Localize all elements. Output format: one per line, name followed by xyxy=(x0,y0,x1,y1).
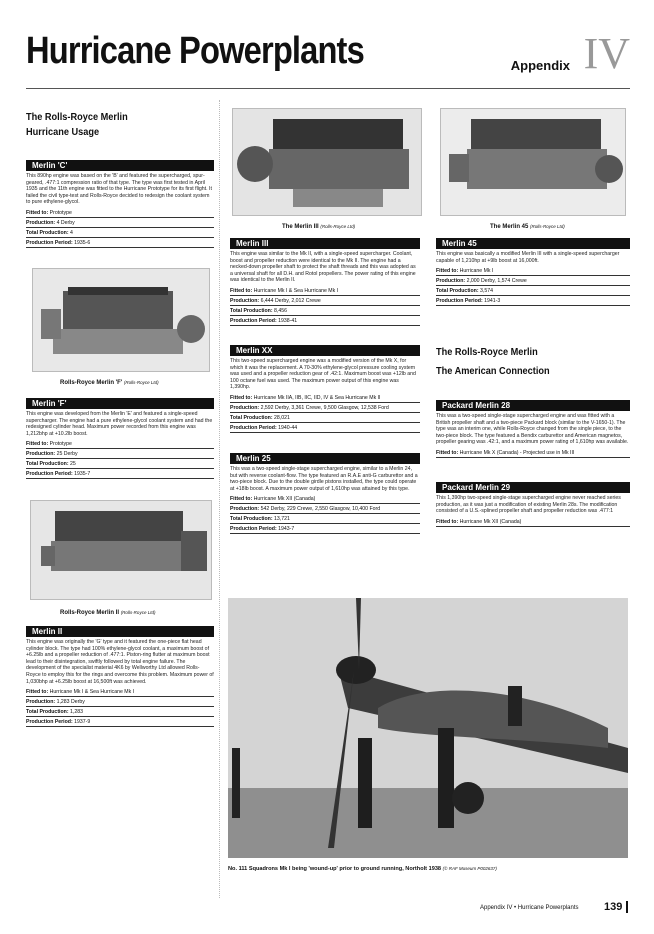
engine-facts xyxy=(26,208,214,248)
engine-facts xyxy=(230,286,420,326)
fact-row: Total Production: 8,456 xyxy=(230,306,420,316)
fact-row: Production Period: 1943-7 xyxy=(230,524,420,534)
engine-photo-merlin-iii xyxy=(232,108,422,216)
engine-illustration xyxy=(441,109,626,216)
engine-photo-merlin-45 xyxy=(440,108,626,216)
engine-facts xyxy=(26,439,214,479)
footer-text: Appendix IV • Hurricane Powerplants xyxy=(480,905,579,911)
engine-block-packard-29 xyxy=(436,482,630,527)
page-header xyxy=(26,30,630,84)
fact-row: Total Production: 1,283 xyxy=(26,707,214,717)
appendix-word: Appendix xyxy=(510,58,570,73)
fact-row: Production: 6,444 Derby, 2,012 Crewe xyxy=(230,296,420,306)
engine-description: This was a two-speed single-stage supercharged engine, similar to a Merlin 24, but with reverse coolant-flow. The type featured an R.A.E anti-G carburettor and a two-piece block. Due to the double girdle pistons installed, the type could operate at +18lb boost. A maximum power output of 1,610hp was attained by this type. xyxy=(230,466,418,492)
engine-description: This two-speed supercharged engine was a modified version of the Mk X, for which it was the replacement. A 70-30% ethylene-glycol pressure cooling system was used and a propeller reduction gear of .42:1. Maximum boost was +12lb and 100 octane fuel was used. The maximum power output of this engine was 1,390hp. xyxy=(230,358,416,391)
fact-row: Production Period: 1935-7 xyxy=(26,469,214,479)
fact-row: Fitted to: Hurricane Mk I xyxy=(436,266,630,276)
fact-row: Fitted to: Hurricane Mk IIA, IIB, IIC, IID, IV & Sea Hurricane Mk II xyxy=(230,393,420,403)
engine-block-merlin-iii xyxy=(230,238,420,326)
engine-facts xyxy=(436,448,630,458)
photo-caption: The Merlin III (Rolls-Royce Ltd) xyxy=(282,224,356,230)
engine-facts xyxy=(26,687,214,727)
fact-row: Total Production: 28,021 xyxy=(230,413,420,423)
fact-row: Production Period: 1938-41 xyxy=(230,316,420,326)
engine-description: This 890hp engine was based on the 'B' and featured the supercharged, spur-geared, .477:1 compression ratio of that type. The type was first tested in April 1935 and the 11th engine was fitted to the Hurricane Prototype for its first flight. It failed the civil type-test and Rolls-Royce decided to redesign the coolant system to pure ethylene-glycol. xyxy=(26,173,212,206)
engine-name: Packard Merlin 28 xyxy=(436,400,630,411)
fact-row: Production: 4 Derby xyxy=(26,218,214,228)
engine-block-merlin-f xyxy=(26,398,214,479)
engine-block-merlin-xx xyxy=(230,345,420,433)
engine-name: Merlin 25 xyxy=(230,453,420,464)
col3-american-heading xyxy=(436,345,630,379)
fact-row: Fitted to: Hurricane Mk I & Sea Hurricane Mk I xyxy=(26,687,214,697)
fact-row: Total Production: 3,574 xyxy=(436,286,630,296)
engine-name: Merlin 'C' xyxy=(26,160,214,171)
section-subheading: The American Connection xyxy=(436,366,550,377)
fact-row: Fitted to: Hurricane Mk XII (Canada) xyxy=(230,494,420,504)
fact-row: Production: 2,592 Derby, 3,361 Crewe, 9,500 Glasgow, 12,538 Ford xyxy=(230,403,420,413)
engine-description: This engine was similar to the Mk II, with a single-speed supercharger. Coolant, boost and propeller reduction were identical to the Mk II. The engine had a necked-down propeller shaft to protect the shaft threads and this was adopted as a universal shaft for all D.H. and Rotol propellers. The power rating of this engine was identical to the Merlin II. xyxy=(230,251,416,284)
engine-name: Merlin 45 xyxy=(436,238,630,249)
fact-row: Production Period: 1940-44 xyxy=(230,423,420,433)
engine-photo-merlin-ii xyxy=(30,500,212,600)
photo-caption: Rolls-Royce Merlin II (Rolls-Royce Ltd) xyxy=(60,610,156,616)
engine-description: This engine was developed from the Merlin 'E' and featured a single-speed supercharger. The engine had a pure ethylene-glycol coolant system and had the redesigned cylinder head. Maximum power recorded from this engine was 1,212bhp at +10.2lb boost. xyxy=(26,411,213,437)
engine-description: This engine was originally the 'G' type and it featured the one-piece flat head cylinder block. The type had 100% ethylene-glycol coolant, a maximum boost of +6.25lb and a propeller reduction of .477:1. Piston-ring flutter at maximum boost lead to their disintegration, swiftly followed by total engine failure. The development of the specialist material 4K6 by Wellworthy Ltd allowed Rolls-Royce to employ this for the rings and overcome this problem. Maximum power of 1,030bhp at +6.25lb boost at 16,500ft was achieved. xyxy=(26,639,214,685)
fact-row: Production: 2,000 Derby, 1,574 Crewe xyxy=(436,276,630,286)
fact-row: Fitted to: Hurricane Mk I & Sea Hurricane Mk I xyxy=(230,286,420,296)
aircraft-illustration xyxy=(228,598,628,858)
fact-row: Production: 542 Derby, 229 Crewe, 2,550 Glasgow, 10,400 Ford xyxy=(230,504,420,514)
fact-row: Fitted to: Hurricane Mk XII (Canada) xyxy=(436,517,630,527)
engine-name: Merlin II xyxy=(26,626,214,637)
col1-intro xyxy=(26,110,214,140)
engine-block-merlin-ii xyxy=(26,626,214,727)
page-title: Hurricane Powerplants xyxy=(26,30,364,72)
engine-illustration xyxy=(233,109,422,216)
fact-row: Total Production: 25 xyxy=(26,459,214,469)
engine-block-merlin-25 xyxy=(230,453,420,534)
fact-row: Fitted to: Prototype xyxy=(26,208,214,218)
photo-caption: The Merlin 45 (Rolls-Royce Ltd) xyxy=(490,224,565,230)
engine-name: Merlin XX xyxy=(230,345,420,356)
fact-row: Fitted to: Hurricane Mk X (Canada) - Projected use in Mk III xyxy=(436,448,630,458)
section-subheading: Hurricane Usage xyxy=(26,127,100,138)
hurricane-ground-photo xyxy=(228,598,628,858)
section-heading: The Rolls-Royce Merlin xyxy=(26,112,128,123)
photo-caption: Rolls-Royce Merlin 'F' (Rolls-Royce Ltd) xyxy=(60,380,159,386)
appendix-numeral: IV xyxy=(583,29,630,78)
engine-name: Merlin 'F' xyxy=(26,398,214,409)
header-divider xyxy=(26,88,630,89)
fact-row: Production Period: 1937-9 xyxy=(26,717,214,727)
engine-description: This was a two-speed single-stage supercharged engine and was fitted with a British propeller shaft and a two-piece Packard block (similar to the V-1650-1). The type was an interim one, while Rolls-Royce changed from the single piece, to the two-piece block. The type featured a Bendix carburettor and American magnetos, propeller gearing was .42:1, and a maximum power rating of 1,610hp was available. xyxy=(436,413,629,446)
fact-row: Fitted to: Prototype xyxy=(26,439,214,449)
engine-facts xyxy=(436,266,630,306)
engine-block-packard-28 xyxy=(436,400,630,458)
engine-facts xyxy=(436,517,630,527)
photo-caption: No. 111 Squadrons Mk I being 'wound-up' prior to ground running, Northolt 1938 (© RAF Museum P002637) xyxy=(228,866,497,872)
fact-row: Production: 1,283 Derby xyxy=(26,697,214,707)
engine-facts xyxy=(230,393,420,433)
fact-row: Total Production: 13,721 xyxy=(230,514,420,524)
engine-name: Merlin III xyxy=(230,238,420,249)
engine-photo-merlin-f xyxy=(32,268,210,372)
section-heading: The Rolls-Royce Merlin xyxy=(436,347,538,358)
fact-row: Production: 25 Derby xyxy=(26,449,214,459)
fact-row: Production Period: 1941-3 xyxy=(436,296,630,306)
fact-row: Production Period: 1935-6 xyxy=(26,238,214,248)
engine-facts xyxy=(230,494,420,534)
page-number: 139 xyxy=(604,901,628,913)
engine-description: This engine was basically a modified Merlin III with a single-speed supercharger capable of 1,210hp at +9lb boost at 16,000ft. xyxy=(436,251,620,264)
engine-illustration xyxy=(31,501,212,600)
engine-block-merlin-c xyxy=(26,160,214,248)
fact-row: Total Production: 4 xyxy=(26,228,214,238)
column-divider xyxy=(219,100,220,898)
engine-description: This 1,390hp two-speed single-stage supercharged engine never reached series production, as it was just a modification of existing Merlin 28s. The modification consisted of a U.S.-splined propeller shaft and propeller reduction was .477:1 xyxy=(436,495,621,515)
engine-illustration xyxy=(33,269,210,372)
engine-block-merlin-45 xyxy=(436,238,630,306)
engine-name: Packard Merlin 29 xyxy=(436,482,630,493)
